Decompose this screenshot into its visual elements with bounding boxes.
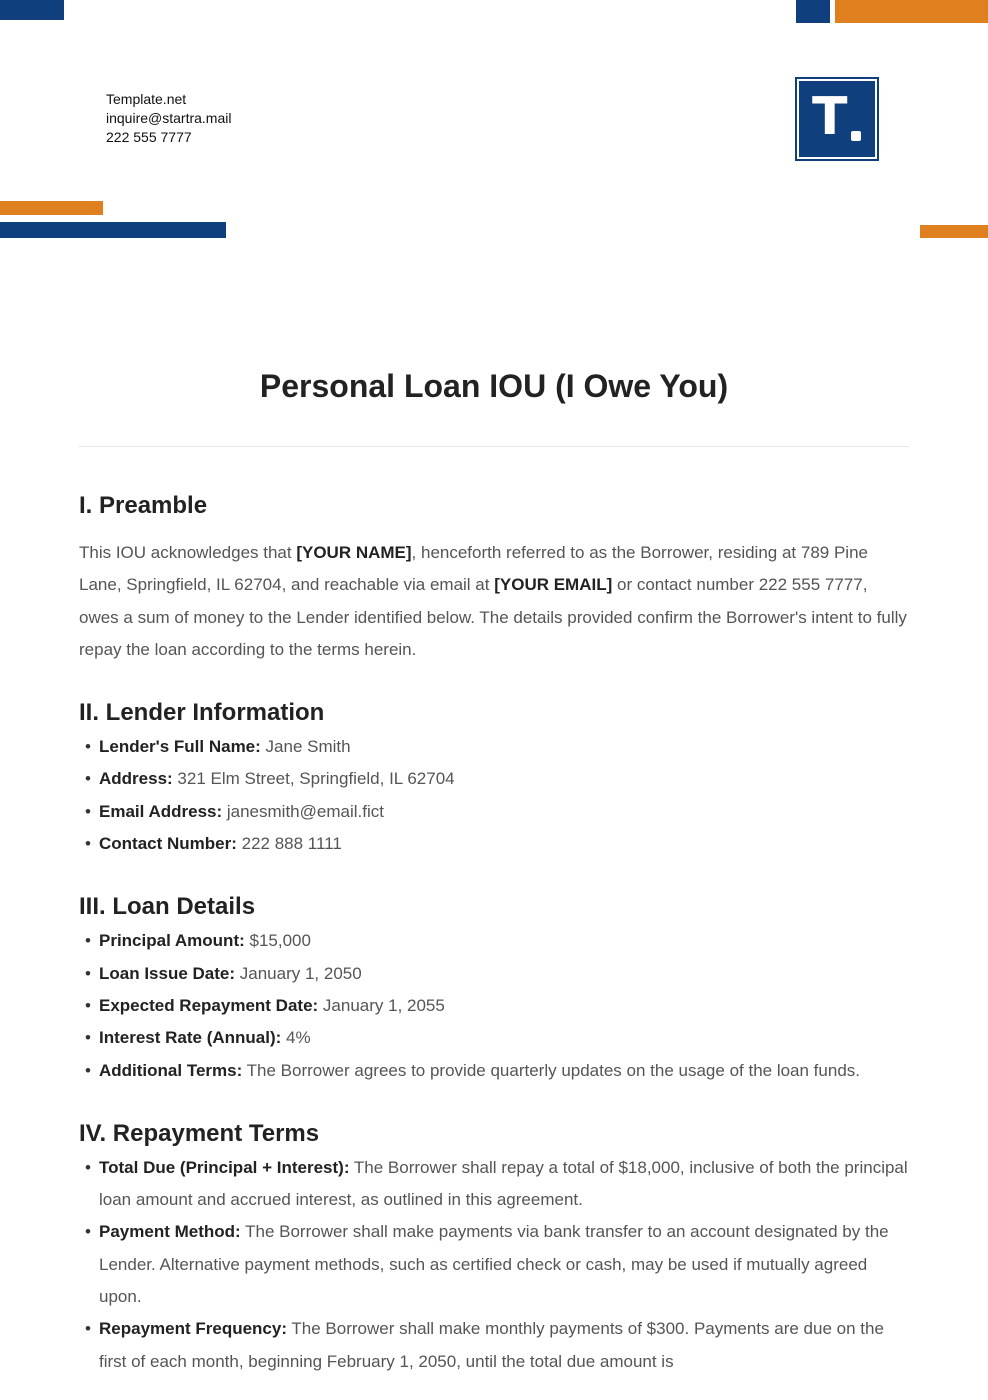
list-item (79, 731, 909, 763)
loan-details-heading: III. Loan Details (79, 893, 256, 921)
page-title: Personal Loan IOU (I Owe You) (259, 368, 729, 404)
lender-heading: II. Lender Information (79, 699, 325, 727)
company-name: Template.net (106, 91, 187, 107)
preamble-paragraph (79, 537, 909, 666)
your-name-placeholder: [YOUR NAME] (296, 543, 412, 562)
left-orange-bar (0, 201, 103, 215)
top-right-navy-bar (796, 0, 830, 23)
company-contact (106, 90, 231, 147)
left-navy-bar (0, 222, 226, 238)
title-divider (79, 446, 909, 447)
list-item (79, 925, 909, 957)
logo-dot (851, 131, 861, 141)
item-value: January 1, 2055 (318, 995, 445, 1015)
your-email-placeholder: [YOUR EMAIL] (494, 575, 613, 595)
company-logo (795, 77, 879, 161)
lender-list (79, 731, 909, 860)
document-body (79, 488, 909, 1378)
top-right-orange-bar (835, 0, 988, 23)
item-label: Payment Method: (99, 1222, 241, 1242)
repayment-heading: IV. Repayment Terms (79, 1119, 320, 1147)
list-item (79, 1022, 909, 1054)
loan-details-section (79, 889, 909, 1086)
item-label: Repayment Frequency: (99, 1319, 287, 1339)
item-label: Total Due (Principal + Interest): (99, 1157, 350, 1177)
preamble-text-3: or contact number 222 555 7777, owes a sum of money to the Lender identified below. The details provided confirm the Borrower's intent to fully repay the loan according to the terms herein. (79, 575, 907, 659)
item-value: The Borrower shall repay a total of $18,000, inclusive of both the principal loan amount and accrued interest, as outlined in this agreement. (99, 1157, 908, 1210)
item-label: Address: (99, 769, 173, 789)
item-value: 4% (281, 1028, 311, 1048)
top-left-navy-bar (0, 0, 64, 20)
item-value: 321 Elm Street, Springfield, IL 62704 (172, 769, 455, 789)
logo-letter-t: T (812, 87, 848, 147)
list-item (79, 1216, 909, 1313)
list-item (79, 1152, 909, 1217)
item-value: Jane Smith (260, 737, 351, 757)
repayment-section (79, 1116, 909, 1378)
item-value: 222 888 1111 (236, 834, 342, 854)
item-label: Expected Repayment Date: (99, 995, 319, 1015)
item-value: January 1, 2050 (235, 963, 362, 983)
list-item (79, 1055, 909, 1087)
item-value: The Borrower agrees to provide quarterly updates on the usage of the loan funds. (242, 1060, 860, 1080)
preamble-text-2: , henceforth referred to as the Borrower, residing at 789 Pine Lane, Springfield, IL 62704, and reachable via email at (79, 543, 868, 595)
item-label: Lender's Full Name: (99, 737, 261, 757)
preamble-section (79, 488, 909, 666)
item-label: Additional Terms: (99, 1060, 243, 1080)
item-value: The Borrower shall make monthly payments of $300. Payments are due on the first of each month, beginning February 1, 2050, until the total due amount is (99, 1319, 884, 1371)
item-value: $15,000 (244, 931, 311, 951)
list-item (79, 1313, 909, 1378)
company-phone: 222 555 7777 (106, 129, 192, 145)
lender-section (79, 695, 909, 860)
item-value: The Borrower shall make payments via bank transfer to an account designated by the Lender. Alternative payment methods, such as certified check or cash, may be used if mutually agreed upon. (99, 1222, 889, 1307)
repayment-list (79, 1152, 909, 1378)
logo-mark (799, 81, 875, 157)
company-email: inquire@startra.mail (106, 110, 232, 126)
right-orange-bar (920, 225, 988, 238)
list-item (79, 990, 909, 1022)
item-label: Email Address: (99, 801, 223, 821)
preamble-text-1: This IOU acknowledges that (79, 543, 297, 562)
list-item (79, 763, 909, 795)
list-item (79, 958, 909, 990)
preamble-heading: I. Preamble (79, 492, 208, 519)
loan-details-list (79, 925, 909, 1086)
item-value: janesmith@email.fict (222, 801, 384, 821)
item-label: Principal Amount: (99, 931, 245, 951)
list-item (79, 796, 909, 828)
item-label: Interest Rate (Annual): (99, 1028, 282, 1048)
list-item (79, 828, 909, 860)
item-label: Contact Number: (99, 834, 237, 854)
item-label: Loan Issue Date: (99, 963, 236, 983)
